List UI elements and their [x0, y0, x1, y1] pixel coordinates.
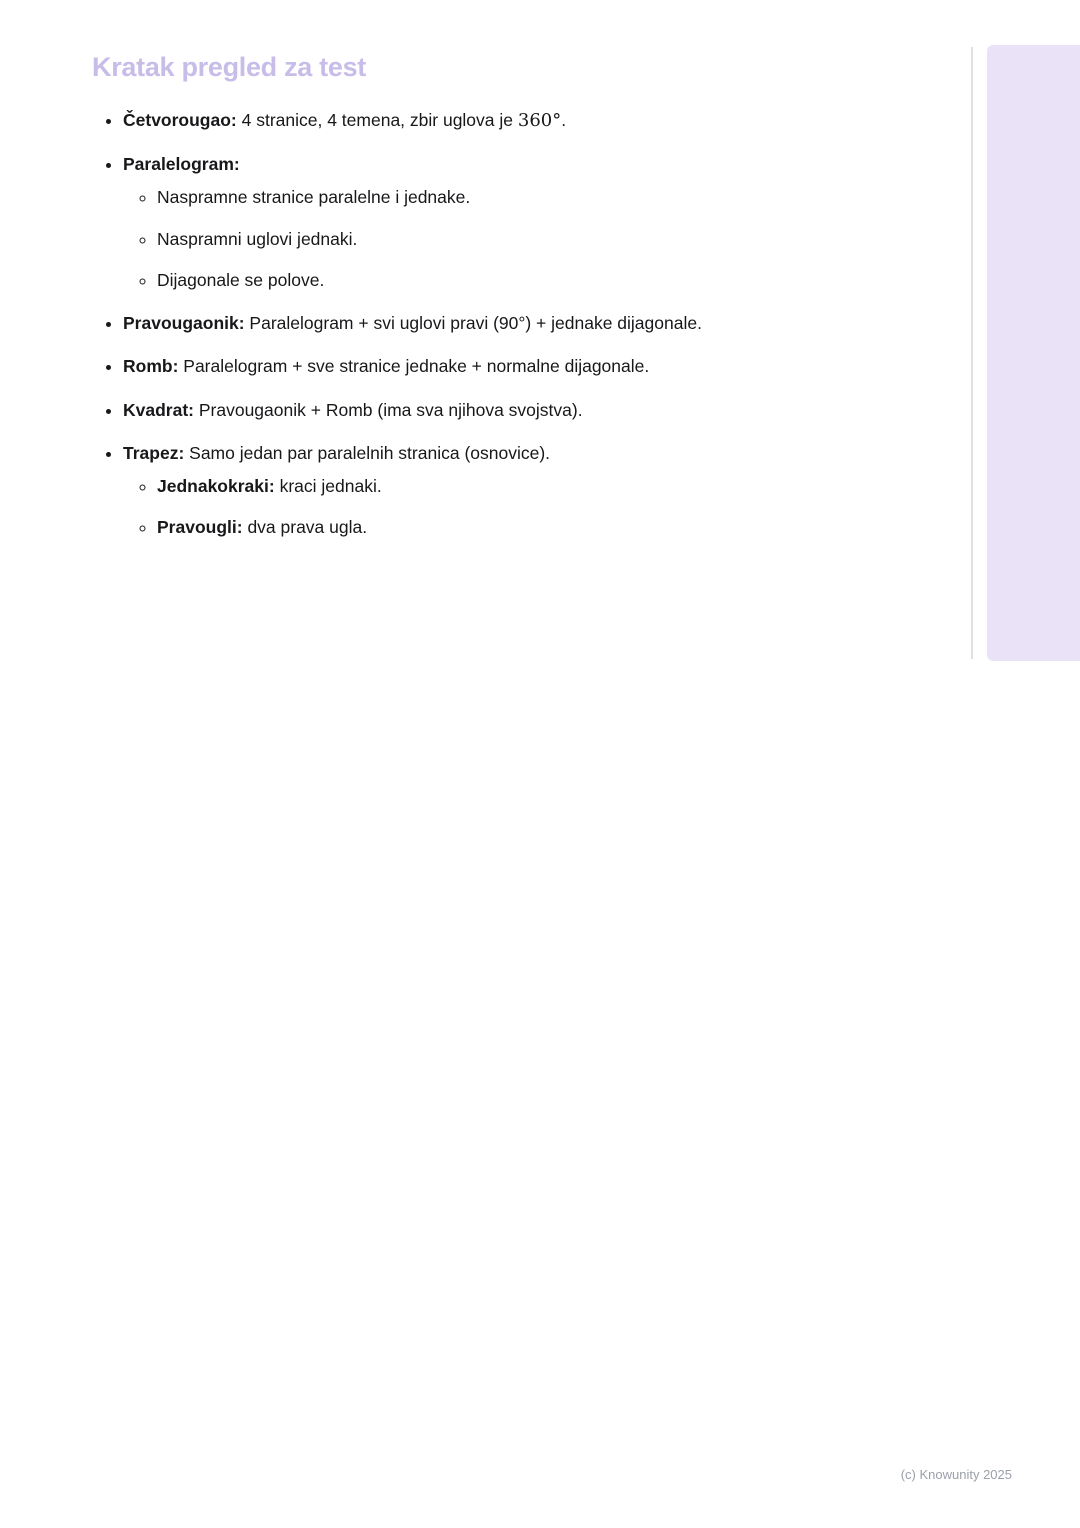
sub-list-item — [157, 184, 764, 210]
list-item-kvadrat — [123, 397, 764, 423]
notes-content — [92, 52, 764, 558]
adjacent-page-preview — [987, 45, 1080, 661]
sub-item-text: Dijagonale se polove. — [157, 269, 325, 290]
term-text: Paralelogram + svi uglovi pravi (90°) + jednake dijagonale. — [244, 313, 702, 333]
term-text: Paralelogram + sve stranice jednake + normalne dijagonale. — [178, 356, 650, 377]
sub-list-item — [157, 267, 764, 293]
math-degree-value: 360° — [517, 110, 562, 131]
term-label: Pravougaonik: — [123, 313, 245, 333]
page-title: Kratak pregled za test — [92, 52, 366, 82]
sub-item-text: dva prava ugla. — [242, 517, 368, 538]
list-item-romb — [123, 353, 764, 379]
sub-item-text: Naspramne stranice paralelne i jednake. — [157, 187, 471, 208]
summary-list — [92, 107, 764, 541]
copyright-footer: (c) Knowunity 2025 — [900, 1467, 1012, 1482]
sub-term-label: Jednakokraki: — [157, 476, 275, 496]
sub-list-item — [157, 514, 764, 540]
term-text: 4 stranice, 4 temena, zbir uglova je — [236, 110, 518, 130]
term-label: Četvorougao: — [123, 110, 237, 130]
sub-term-label: Pravougli: — [157, 517, 243, 538]
sub-list-trapez — [123, 473, 764, 541]
sub-item-text: Naspramni uglovi jednaki. — [157, 228, 358, 249]
term-text: Pravougaonik + Romb (ima sva njihova svojstva). — [194, 399, 583, 420]
list-item-trapez — [123, 440, 764, 541]
term-label: Trapez: — [123, 442, 185, 463]
list-item-cetvorougao — [123, 107, 764, 134]
list-item-pravougaonik — [123, 310, 764, 336]
term-label: Romb: — [123, 356, 179, 377]
term-text: Samo jedan par paralelnih stranica (osnovice). — [184, 442, 551, 463]
sub-item-text: kraci jednaki. — [274, 476, 382, 496]
term-label: Paralelogram: — [123, 154, 240, 174]
sub-list-paralelogram — [123, 184, 764, 293]
list-item-paralelogram — [123, 151, 764, 293]
term-text-tail: . — [561, 110, 567, 130]
term-label: Kvadrat: — [123, 399, 194, 420]
sub-list-item — [157, 473, 764, 499]
sub-list-item — [157, 226, 764, 252]
page-edge-divider — [971, 47, 973, 659]
